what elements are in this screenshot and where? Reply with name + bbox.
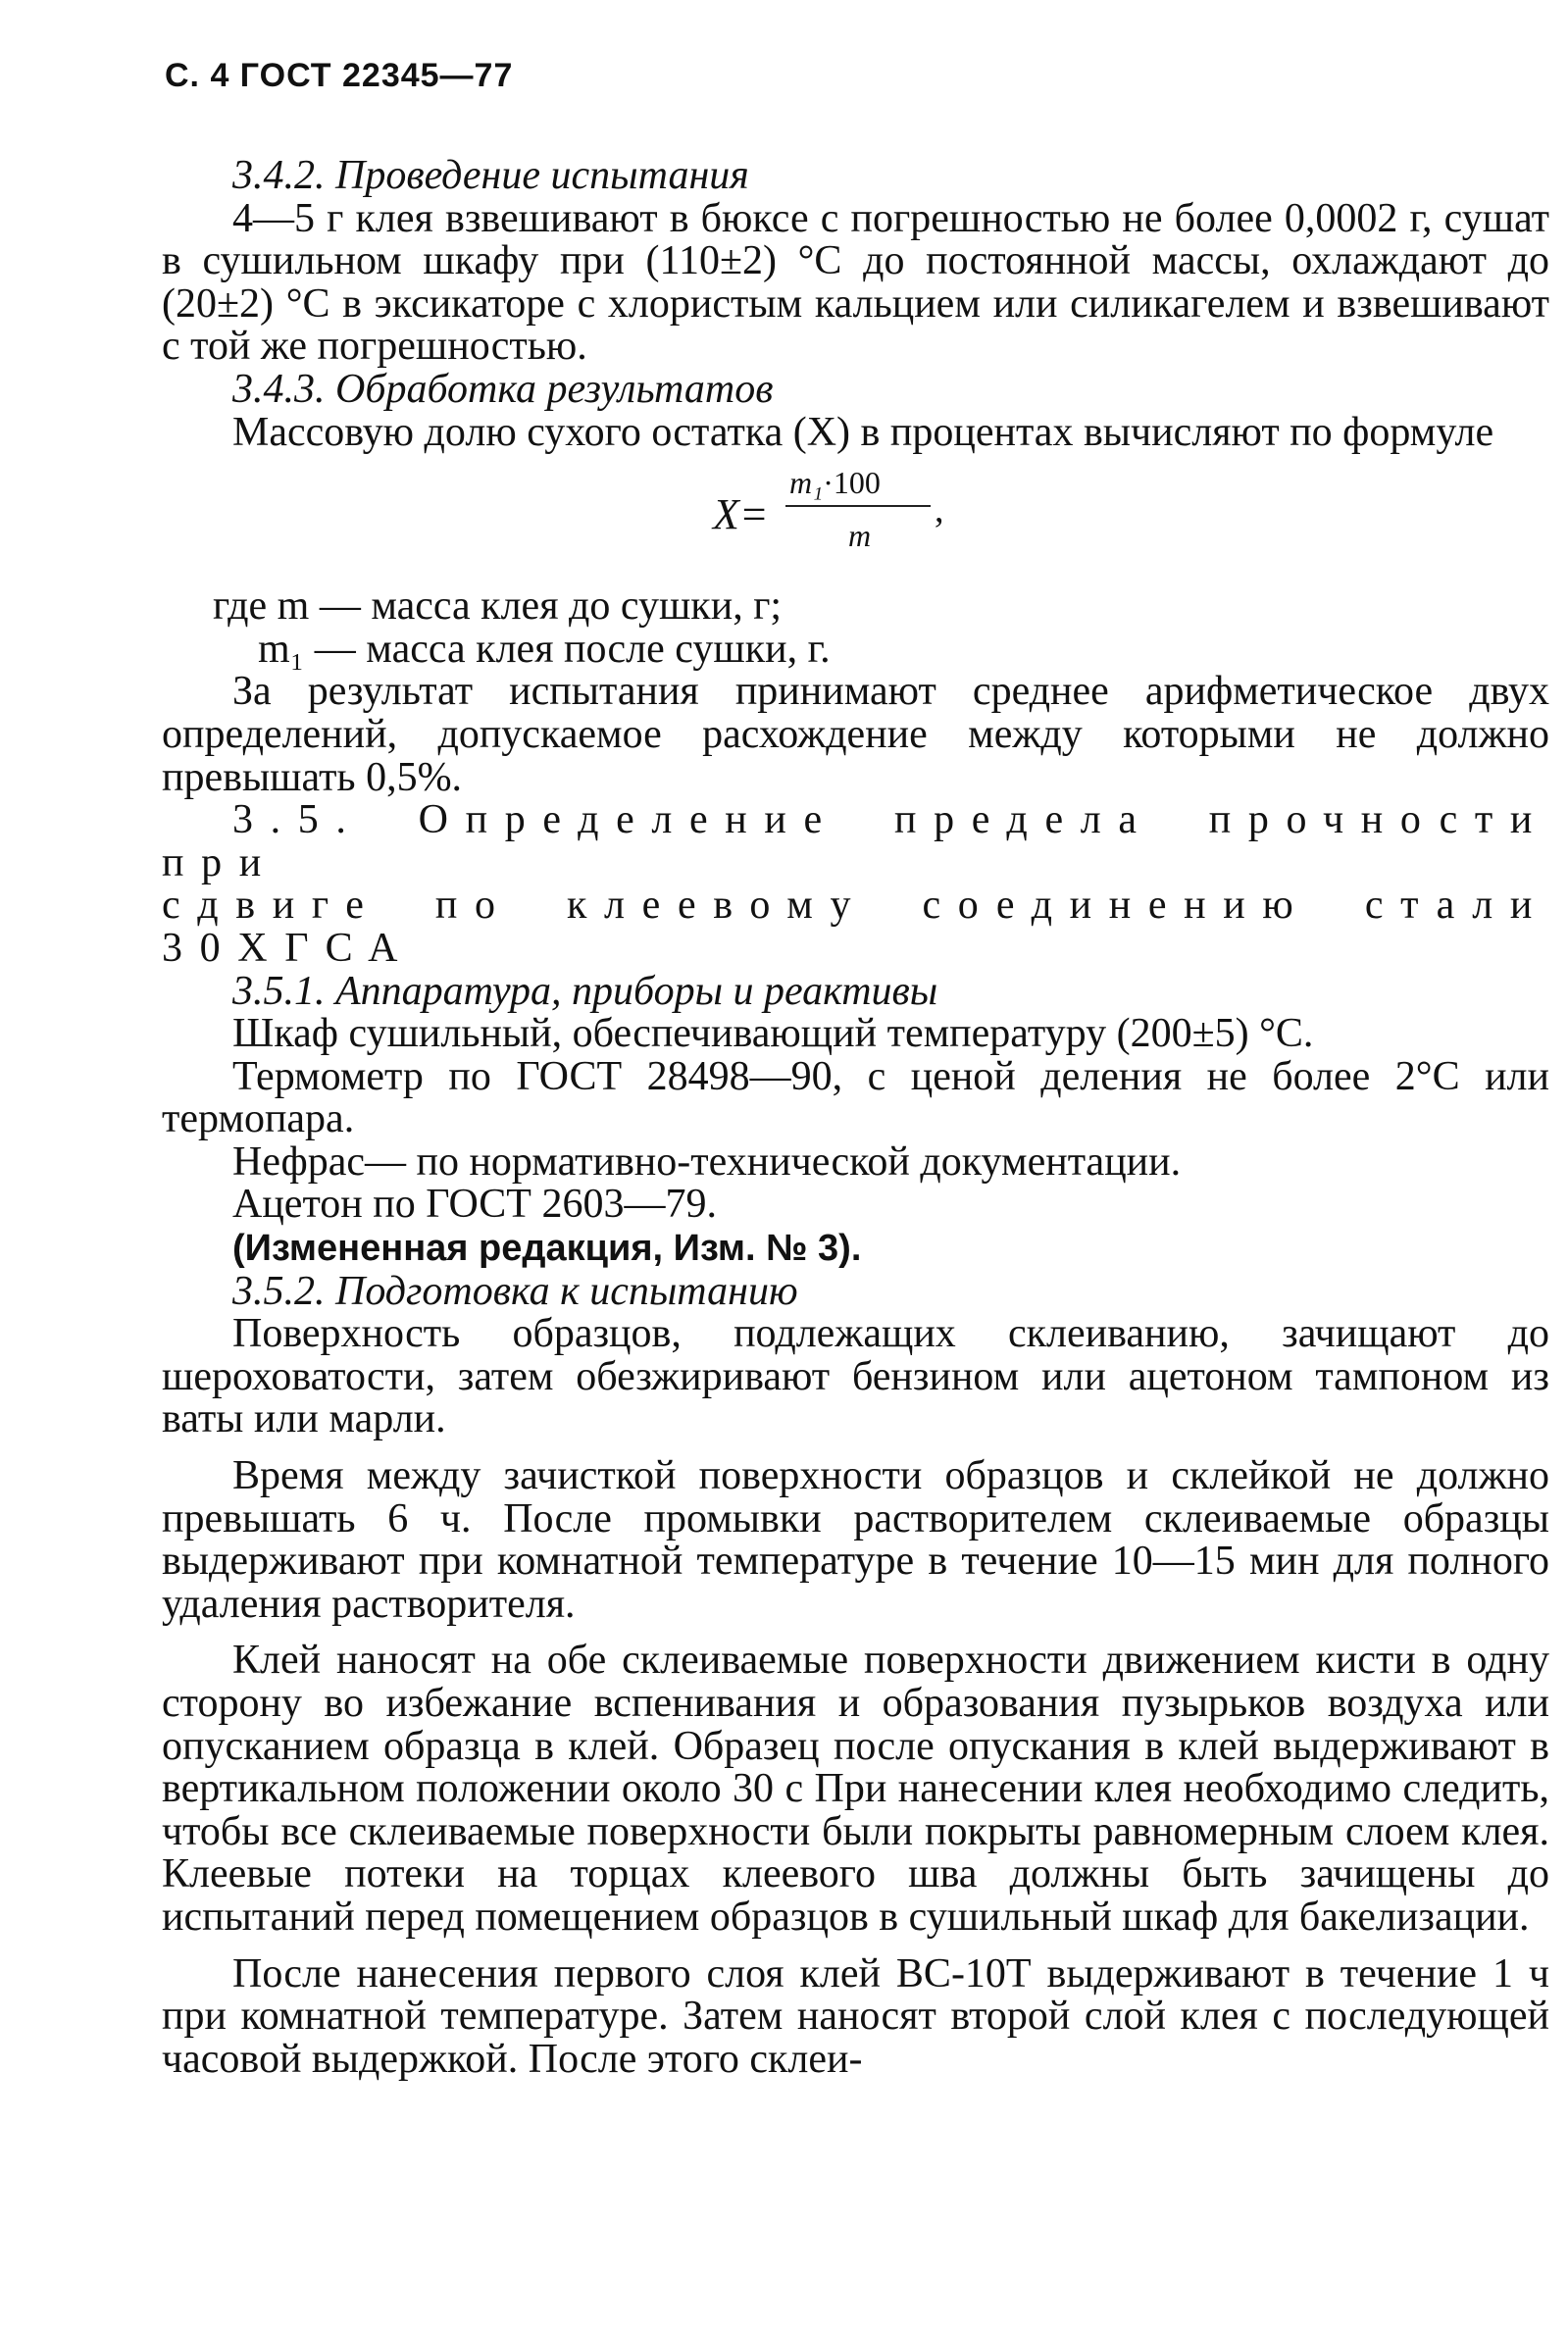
where-m: где m — масса клея до сушки, г; xyxy=(213,583,783,630)
section-3-5-2-paragraph-4: После нанесения первого слоя клей ВС-10Т выдерживают в течение 1 ч при комнатной температуре. Затем наносят второй слой клея с последующей часовой выдержкой. После этого склеи- xyxy=(162,1950,1549,2082)
amendment-note: (Измененная редакция, Изм. № 3). xyxy=(232,1228,862,1270)
section-3-5-2-paragraph-1: Поверхность образцов, подлежащих склеиванию, зачищают до шероховатости, затем обезжиривают бензином или ацетоном тампоном из ваты или марли. xyxy=(162,1311,1549,1442)
formula-numerator-rest: ·100 xyxy=(823,465,881,501)
formula-lhs: X= xyxy=(713,490,769,539)
section-3-5-2-paragraph-3: Клей наносят на обе склеиваемые поверхности движением кисти в одну сторону во избежание вспенивания и образования пузырьков воздуха или опусканием образца в клей. Образец после опускания в клей выдерживают в вертикальном положении около 30 с При нанесении клея необходимо следить, чтобы все склеиваемые поверхности были покрыты равномерным слоем клея. Клеевые потеки на торцах клеевого шва должны быть зачищены до испытаний перед помещением образцов в сушильный шкаф для бакелизации. xyxy=(162,1638,1549,1940)
formula-numerator-var: m₁ xyxy=(789,465,824,501)
result-text: За результат испытания принимают среднее арифметическое двух определений, допускаемое расхождение между которыми не должно превышать 0,5%. xyxy=(162,669,1549,800)
equipment-item-thermometer: Термометр по ГОСТ 28498—90, с ценой деления не более 2°С или термопара. xyxy=(162,1053,1549,1142)
equipment-item-nefras: Нефрас— по нормативно-технической документации. xyxy=(232,1138,1182,1185)
section-3-5-title-line2: сдвиге по клеевому соединению стали 30ХГСА xyxy=(162,883,1549,971)
equipment-item-oven: Шкаф сушильный, обеспечивающий температуру (200±5) °С. xyxy=(232,1011,1314,1057)
formula-tail: , xyxy=(935,489,944,531)
formula xyxy=(162,460,1549,585)
where-m1: m₁ — масса клея после сушки, г. xyxy=(258,626,831,672)
formula-denominator: m xyxy=(848,518,872,554)
section-3-5-2-paragraph-2: Время между зачисткой поверхности образцов и склейкой не должно превышать 6 ч. После промывки растворителем склеиваемые образцы выдерживают при комнатной температуре в течение 10—15 мин для полного удаления растворителя. xyxy=(162,1453,1549,1627)
formula-fraction-bar xyxy=(785,505,931,507)
formula-numerator xyxy=(789,462,881,505)
equipment-item-acetone: Ацетон по ГОСТ 2603—79. xyxy=(232,1182,717,1228)
section-3-5-title-line1: 3.5. Определение предела прочности при xyxy=(162,797,1549,885)
section-3-4-2-text: 4—5 г клея взвешивают в бюксе с погрешностью не более 0,0002 г, сушат в сушильном шкафу при (110±2) °С до постоянной массы, охлаждают до (20±2) °С в эксикаторе с хлористым кальцием или силикагелем и взвешивают с той же погрешностью. xyxy=(162,195,1549,370)
section-3-5-1-title: 3.5.1. Аппаратура, приборы и реактивы xyxy=(232,968,938,1014)
section-3-4-3-text: Массовую долю сухого остатка (Х) в процентах вычисляют по формуле xyxy=(232,409,1494,455)
section-3-4-3-title: 3.4.3. Обработка результатов xyxy=(232,366,774,412)
page-header: С. 4 ГОСТ 22345—77 xyxy=(165,57,514,94)
document-body xyxy=(162,155,1549,2081)
section-3-5-2-title: 3.5.2. Подготовка к испытанию xyxy=(232,1268,798,1314)
section-3-4-2-title: 3.4.2. Проведение испытания xyxy=(232,153,749,198)
